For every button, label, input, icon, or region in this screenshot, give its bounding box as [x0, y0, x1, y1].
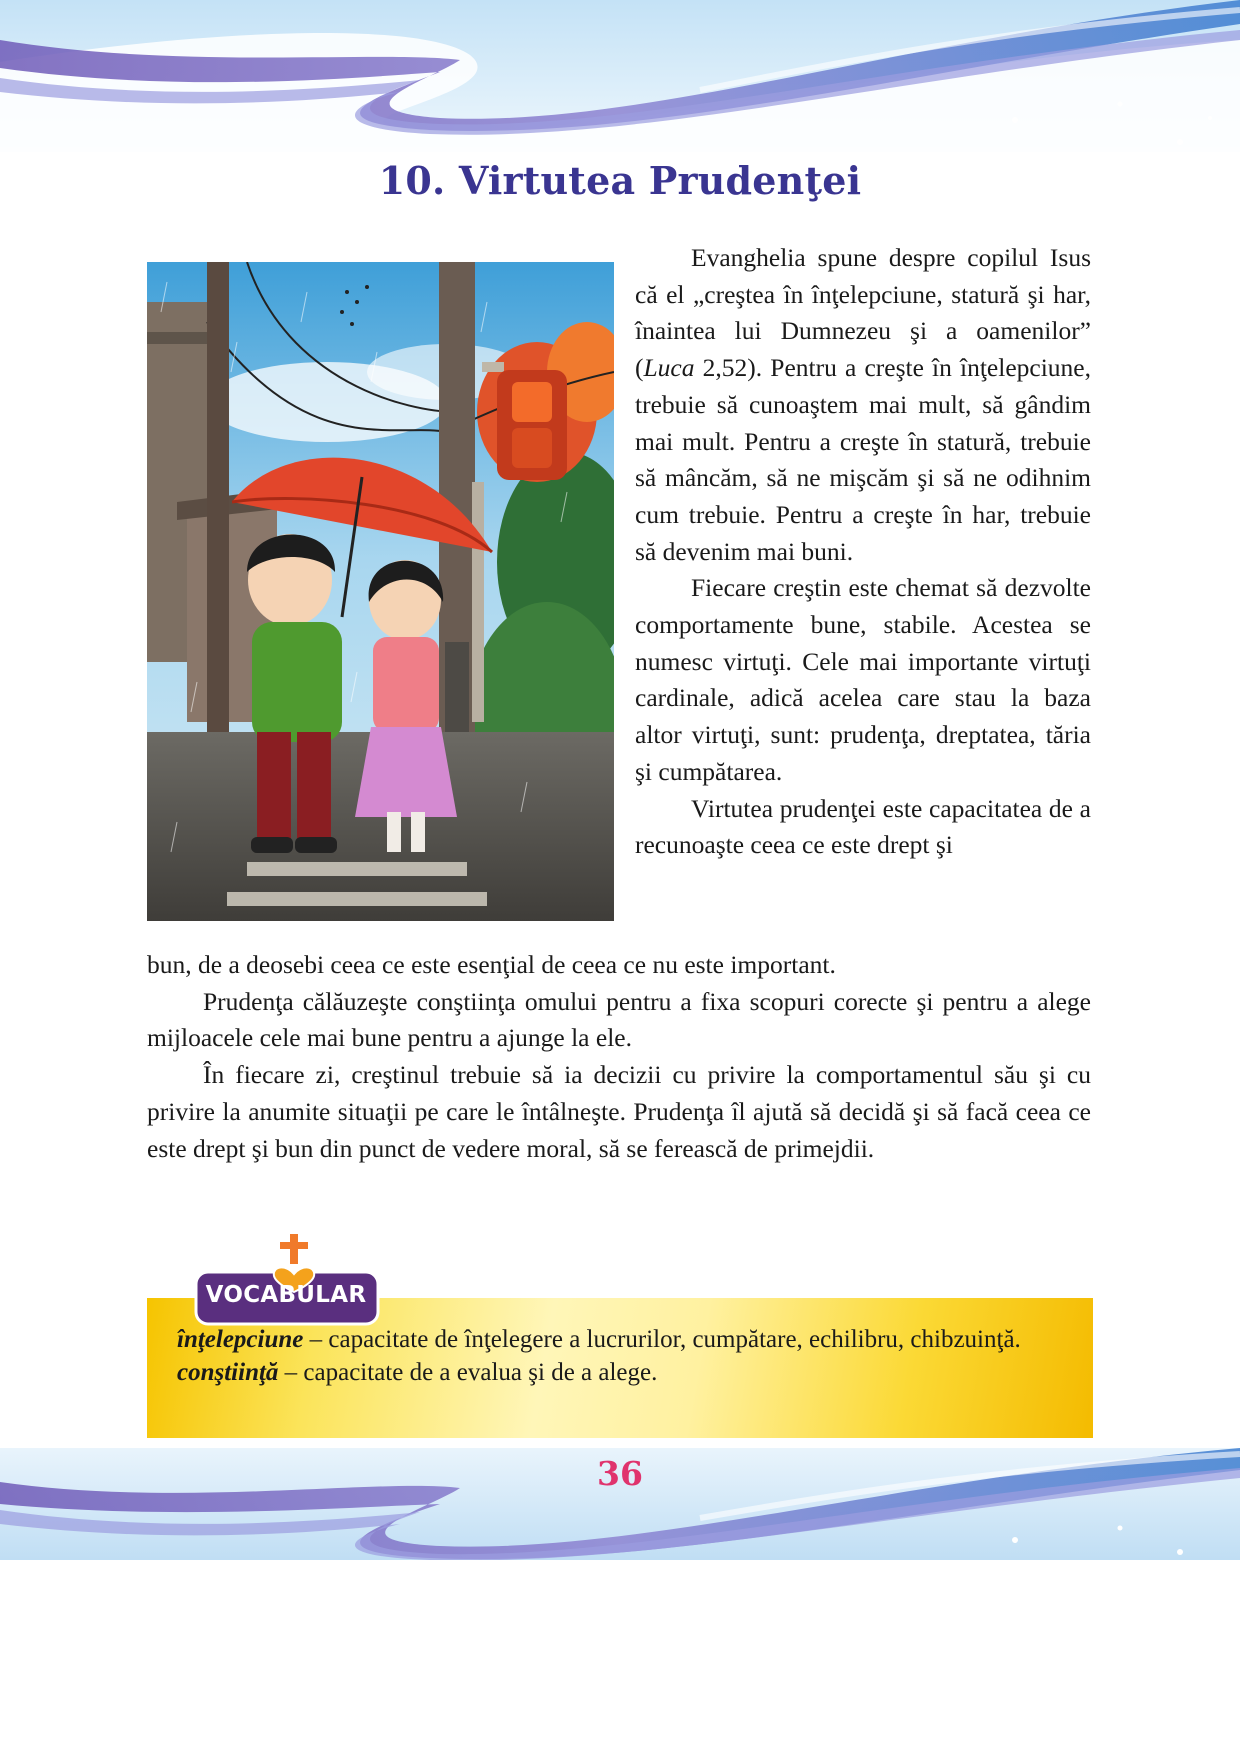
text-full-width	[147, 947, 1091, 1167]
vocabulary-definition: – capacitate de a evalua şi de a alege.	[278, 1359, 658, 1386]
vocabulary-entries	[177, 1323, 1081, 1389]
vocabulary-term: înţelepciune	[177, 1326, 304, 1353]
paragraph-daily-decisions: În fiecare zi, creştinul trebuie să ia decizii cu privire la comportamentul său şi cu privire la anumite situaţii pe care le întâlneşte. Prudenţa îl ajută să decidă şi să facă ceea ce este drept şi bun din punct de vedere moral, să se ferească de primejdii.	[147, 1060, 1091, 1163]
paragraph-gospel-text-cont: 2,52). Pentru a creşte în înţelepciune, trebuie să cunoaştem mai mult, să gândim mai mult. Pentru a creşte în statură, trebuie să mâncăm, să ne mişcăm şi să ne odihnim cum trebuie. Pentru a creşte în har, trebuie să devenim mai buni.	[635, 353, 1091, 566]
header-wave-decoration	[0, 0, 1240, 152]
vocabulary-label: VOCABULAR	[205, 1282, 367, 1308]
paragraph-gospel	[635, 240, 1091, 570]
paragraph-prudence-definition-cont: bun, de a deosebi ceea ce este esenţial de ceea ce nu este important.	[147, 950, 836, 979]
vocabulary-definition: – capacitate de înţelegere a lucrurilor, cumpătare, echilibru, chibzuinţă.	[303, 1326, 1021, 1353]
page-title: 10. Virtutea Prudenţei	[378, 158, 862, 203]
paragraph-prudence-guides: Prudenţa călăuzeşte conştiinţa omului pentru a fixa scopuri corecte şi pentru a alege mijloacele cele mai bune pentru a ajunge la ele.	[147, 986, 1091, 1053]
paragraph-virtues: Fiecare creştin este chemat să dezvolte comportamente bune, stabile. Acestea se numesc virtuţi. Cele mai importante virtuţi cardinale, adică acelea care stau la baza altor virtuţi, sunt: prudenţa, dreptatea, tăria şi cumpătarea.	[635, 573, 1091, 786]
text-column-right	[635, 240, 1091, 864]
illustration-children-umbrella	[147, 262, 614, 921]
vocabulary-entry	[177, 1356, 1081, 1389]
paragraph-gospel-text: Evanghelia spune despre copilul Isus că el „creştea în înţelepciune, statură şi har, înaintea lui Dumnezeu şi a oamenilor” (	[635, 243, 1091, 383]
page-number: 36	[597, 1454, 643, 1493]
paragraph-prudence-definition: Virtutea prudenţei este capacitatea de a recunoaşte ceea ce este drept şi	[635, 793, 1091, 860]
vocabulary-entry	[177, 1323, 1081, 1356]
vocabulary-term: conştiinţă	[177, 1359, 279, 1386]
bible-reference: Luca	[643, 353, 695, 383]
